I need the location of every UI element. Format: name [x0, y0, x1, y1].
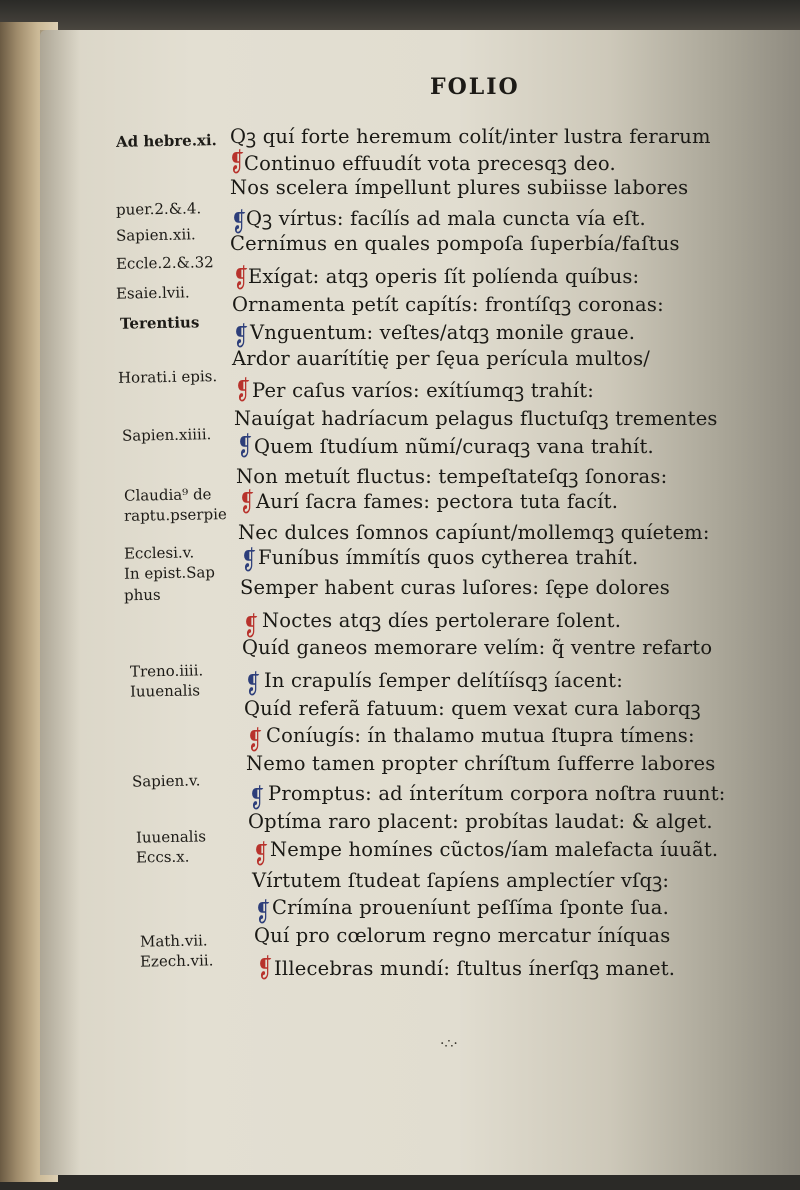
margin-note: Ezech.vii.: [139, 951, 214, 971]
verse-line: Ardor auarítítię per ſęua perícula multos/: [232, 347, 651, 370]
margin-note: Horati.i epis.: [117, 367, 218, 387]
blue-pilcrow-icon: ❡: [245, 670, 261, 700]
verse-line: Noctes atqꝫ díes pertolerare ſolent.: [262, 609, 622, 632]
verse-line: Nempe homínes cũctos/íam malefacta íuuãt.: [270, 838, 719, 861]
red-pilcrow-icon: ❡: [229, 148, 245, 178]
margin-note: Claudia⁹ de: [123, 485, 212, 505]
margin-note: raptu.pserpie: [123, 505, 227, 525]
ornament-icon: ·∴·: [440, 1036, 458, 1052]
verse-line: Exígat: atqꝫ operis ſít políenda quíbus:: [248, 265, 640, 288]
verse-line: Per caſus varíos: exítíumqꝫ trahít:: [252, 379, 595, 402]
margin-note: Treno.iiii.: [129, 661, 204, 681]
blue-pilcrow-icon: ❡: [241, 546, 257, 576]
verse-line: Nemo tamen propter chríſtum ſufferre labores: [246, 752, 716, 775]
verse-line: Cernímus en quales pompoſa ſuperbía/faſtus: [230, 232, 680, 255]
margin-note: Sapien.xiiii.: [121, 425, 212, 445]
verse-line: Quíd ganeos memorare velím: q̃ ventre refarto: [242, 636, 713, 659]
margin-note: Sapien.xii.: [115, 225, 196, 245]
blue-pilcrow-icon: ❡: [233, 322, 249, 352]
verse-line: Quem ſtudíum nũmí/curaqꝫ vana trahít.: [254, 435, 654, 458]
blue-pilcrow-icon: ❡: [237, 432, 253, 462]
red-pilcrow-icon: ❡: [257, 954, 273, 984]
red-pilcrow-icon: ❡: [233, 264, 249, 294]
red-pilcrow-icon: ❡: [243, 612, 259, 642]
red-pilcrow-icon: ❡: [247, 726, 263, 756]
verse-line: Continuo effuudít vota precesqꝫ deo.: [244, 152, 616, 175]
margin-note: Eccle.2.&.32: [115, 253, 214, 273]
margin-note: Iuuenalis: [135, 827, 207, 847]
red-pilcrow-icon: ❡: [239, 488, 255, 518]
margin-note: Ecclesi.v.: [123, 543, 195, 563]
margin-note: phus: [123, 585, 161, 605]
verse-line: Quí pro cœlorum regno mercatur íníquas: [254, 924, 671, 947]
red-pilcrow-icon: ❡: [253, 840, 269, 870]
verse-line: Ornamenta petít capítís: frontíſqꝫ coronas:: [232, 293, 664, 316]
gutter-shadow: [40, 30, 80, 1175]
verse-line: Qꝫ quí forte heremum colít/inter lustra ferarum: [230, 125, 711, 148]
margin-note: Ad hebre.xi.: [115, 131, 217, 151]
verse-line: Funíbus ímmítís quos cytherea trahít.: [258, 546, 639, 569]
verse-line: Optíma raro placent: probítas laudat: & alget.: [248, 810, 713, 833]
verse-line: Vírtutem ſtudeat ſapíens amplectíer vſqꝫ:: [252, 869, 670, 892]
verse-line: Promptus: ad ínterítum corpora noſtra ruunt:: [268, 782, 726, 805]
verse-line: Aurí ſacra fames: pectora tuta facít.: [256, 490, 619, 513]
red-pilcrow-icon: ❡: [235, 376, 251, 406]
verse-line: Nec dulces ſomnos capíunt/mollemqꝫ quíetem:: [238, 521, 710, 544]
blue-pilcrow-icon: ❡: [231, 208, 247, 238]
blue-pilcrow-icon: ❡: [255, 898, 271, 928]
margin-note: Sapien.v.: [131, 771, 201, 791]
margin-note: In epist.Sap: [123, 563, 216, 583]
verse-line: Coníugís: ín thalamo mutua ſtupra tímens:: [266, 724, 695, 747]
top-strip: [0, 0, 800, 30]
verse-line: Crímína proueníunt peſſíma ſponte ſua.: [272, 896, 669, 919]
verse-line: Nos scelera ímpellunt plures subiisse labores: [230, 176, 689, 199]
margin-note: Terentius: [119, 313, 200, 333]
margin-note: puer.2.&.4.: [115, 199, 202, 219]
margin-note: Math.vii.: [139, 931, 208, 951]
verse-line: Quíd referã fatuum: quem vexat cura laborqꝫ: [244, 697, 701, 720]
folio-header: FOLIO: [430, 74, 520, 100]
verse-line: Vnguentum: veſtes/atqꝫ monile graue.: [250, 321, 636, 344]
verse-line: In crapulís ſemper delítíísqꝫ íacent:: [264, 669, 623, 692]
verse-line: Qꝫ vírtus: facílís ad mala cuncta vía eſt.: [246, 207, 646, 230]
blue-pilcrow-icon: ❡: [249, 784, 265, 814]
margin-note: Eccs.x.: [135, 847, 190, 867]
margin-note: Iuuenalis: [129, 681, 201, 701]
verse-line: Illecebras mundí: ſtultus ínerſqꝫ manet.: [274, 957, 676, 980]
verse-line: Nauígat hadríacum pelagus fluctuſqꝫ trementes: [234, 407, 718, 430]
margin-note: Esaie.lvii.: [115, 283, 190, 303]
verse-line: Semper habent curas luſores: ſępe dolores: [240, 576, 671, 599]
verse-line: Non metuít fluctus: tempeſtateſqꝫ ſonoras:: [236, 465, 668, 488]
